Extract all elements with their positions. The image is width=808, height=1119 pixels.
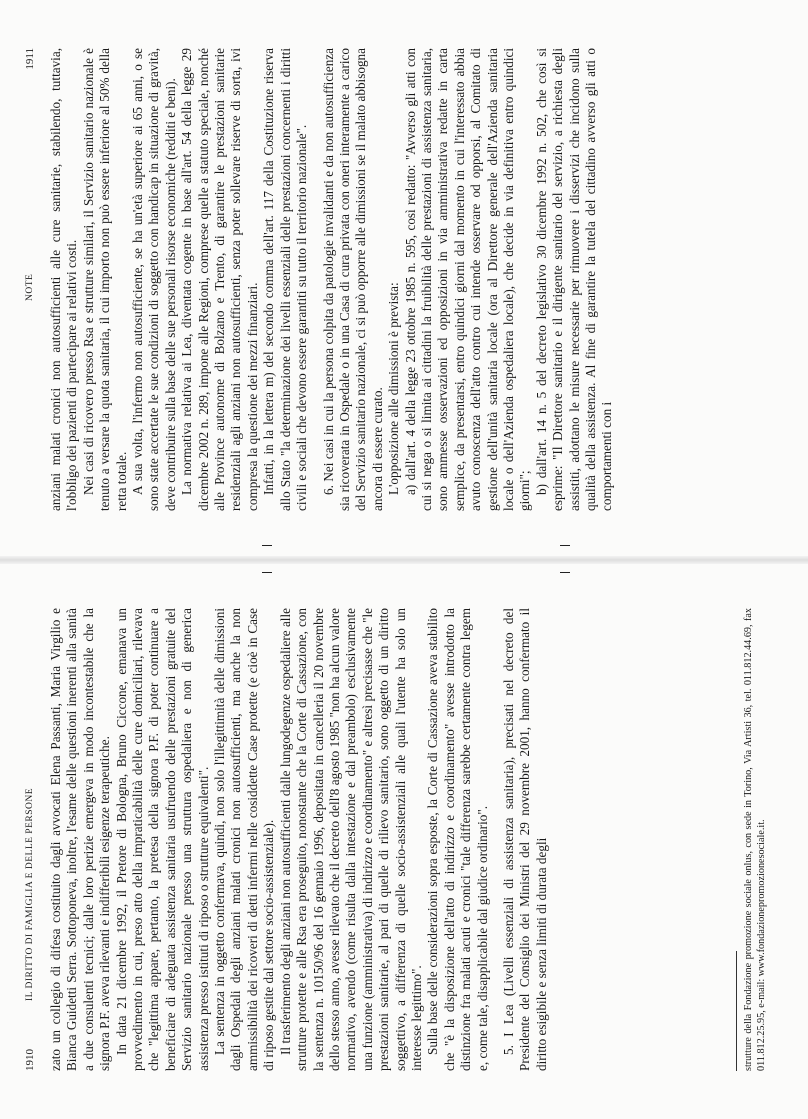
paragraph: Il trasferimento degli anziani non autosufficienti dalle lungodegenze ospedaliere alle strutture protette e alle Rsa era proseguito, nonostante che la Corte di Cassazione, con la sentenza n. 10150/96 del 16 gennaio 1996, depositata in cancelleria il 20 novembre dello stesso anno, avesse rilevato che il decreto dell'8 agosto 1985 "non ha alcun valore normativo, avendo (come risulta dalla intestazione e dal preambolo) esclusivamente una funzione (amministrativa) di indirizzo e coordinamento" e altresì precisasse che "le prestazioni sanitarie, al pari di quelle di rilievo sanitario, sono oggetto di un diritto soggettivo, a differenza di quelle socio-assistenziali alle quali l'utente ha solo un interesse legittimo". [277, 608, 424, 1071]
left-page [0, 560, 808, 1119]
section-paragraph: 6. Nei casi in cui la persona colpita da patologie invalidanti e da non autosufficienza sia ricoverata in Ospedale o in una Casa di cura privata con oneri interamente a carico del Servizio sanitario nazionale, ci si può opporre alle dimissioni se il malato abbisogna ancora di essere curato. [320, 48, 385, 511]
paragraph: zato un collegio di difesa costituito dagli avvocati Elena Passanti, Maria Virgilio e Bianca Guidetti Serra. Sottoponeva, inoltre, l'esame delle questioni inerenti alla sanità a due consulenti tecnici; dalle loro perizie emergeva in modo incontestabile che la signora P.F. aveva rilevanti e indifferibili esigenze terapeutiche. [48, 608, 113, 1071]
right-page-body [48, 48, 616, 511]
list-item: a) dall'art. 4 della legge 23 ottobre 1985 n. 595, così redatto: "Avverso gli atti con cui si nega o si limita ai cittadini la fruibilità delle prestazioni di assistenza sanitaria, sono ammesse osservazioni ed opposizioni in via amministrativa redatte in carta semplice, da presentarsi, entro quindici giorni dal momento in cui l'interessato abbia avuto conoscenza dell'atto contro cui intende osservare od opporsi, al Comitato di gestione dell'unità sanitaria locale (ora al Direttore generale dell'Azienda sanitaria locale o dell'Azienda ospedaliera locale), che decide in via definitiva entro quindici giorni"; [402, 48, 533, 511]
footnote: strutture della Fondazione promozione sociale onlus, con sede in Torino, Via Artisti 36, tel. 011.812.44.69, fax 011.812.25.95, e-mail: www.fondazionepromozionesociale.it. [743, 608, 767, 1071]
right-running-head: NOTE [25, 273, 35, 301]
paragraph: Nei casi di ricovero presso Rsa e strutture similari, il Servizio sanitario nazionale è tenuto a versare la quota sanitaria, il cui importo non può essere inferiore al 50% della retta totale. [80, 48, 129, 511]
left-page-number: 1910 [24, 1049, 36, 1071]
paragraph: In data 21 dicembre 1992, il Pretore di Bologna, Bruno Ciccone, emanava un provvedimento in cui, preso atto della impraticabilità delle cure domiciliari, rilevava che "legittima appare, pertanto, la pretesa della signora P.F. di poter continuare a beneficiare di adeguata assistenza sanitaria usufruendo delle prestazioni gratuite del Servizio sanitario nazionale presso una struttura ospedaliera e non di generica assistenza presso istituti di riposo o strutture equivalenti". [113, 608, 211, 1071]
paragraph: Sulla base delle considerazioni sopra esposte, la Corte di Cassazione aveva stabilito che "è la disposizione dell'atto di indirizzo e coordinamento" avesse introdotto la distinzione fra malati acuti e cronici "tale differenza sarebbe certamente contra legem e, come tale, disapplicabile dal giudice ordinario". [425, 608, 490, 1071]
paragraph: anziani malati cronici non autosufficienti alle cure sanitarie, stabilendo, tuttavia, l'obbligo dei pazienti di partecipare ai relativi costi. [48, 48, 80, 511]
left-running-head: IL DIRITTO DI FAMIGLIA E DELLE PERSONE [25, 787, 35, 1001]
paragraph: La normativa relativa ai Lea, diventata cogente in base all'art. 54 della legge 29 dicembre 2002 n. 289, impone alle Regioni, comprese quelle a statuto speciale, nonché alle Province autonome di Bolzano e Trento, di garantire le prestazioni sanitarie residenziali agli anziani non autosufficienti, senza poter sollevare riserve di sorta, ivi compresa la questione dei mezzi finanziari. [179, 48, 260, 511]
list-item: b) dall'art. 14 n. 5 del decreto legislativo 30 dicembre 1992 n. 502, che così si esprime: "Il Direttore sanitario e il dirigente sanitario del servizio, a richiesta degli assistiti, adottano le misure necessarie per rimuovere i disservizi che incidono sulla qualità della assistenza. Al fine di garantire la tutela del cittadino avverso gli atti o comportamenti con i [533, 48, 615, 511]
right-page-header [24, 48, 40, 511]
paragraph: La sentenza in oggetto confermava, quindi, non solo l'illegittimità delle dimissioni dagli Ospedali degli anziani malati cronici non autosufficienti, ma anche la non ammissibilità dei ricoveri di detti infermi nelle cosiddette Case protette (e cioè in Case di riposo gestite dal settore socio-assistenziale). [212, 608, 277, 1071]
paragraph: A sua volta, l'infermo non autosufficiente, se ha un'età superiore ai 65 anni, o se sono state accertate le sue condizioni di soggetto con handicap in situazione di gravità, deve contribuire sulla base delle sue personali risorse economiche (redditi e beni). [130, 48, 178, 511]
right-page [0, 0, 808, 559]
footnote-divider [736, 951, 737, 1071]
section-paragraph: 5. I Lea (Livelli essenziali di assistenza sanitaria), precisati nel decreto del Presidente del Consiglio dei Ministri del 29 novembre 2001, hanno confermato il diritto esigibile e senza limiti di durata degli [500, 608, 549, 1071]
paragraph: L'opposizione alle dimissioni è prevista: [386, 282, 402, 495]
paragraph: Infatti, in la lettera m) del secondo comma dell'art. 117 della Costituzione riserva allo Stato "la determinazione dei livelli essenziali delle prestazioni concernenti i diritti civili e sociali che devono essere garantiti su tutto il territorio nazionale". [261, 48, 310, 511]
left-page-header [24, 608, 40, 1071]
left-page-body [48, 608, 550, 1071]
right-page-number: 1911 [24, 48, 36, 70]
